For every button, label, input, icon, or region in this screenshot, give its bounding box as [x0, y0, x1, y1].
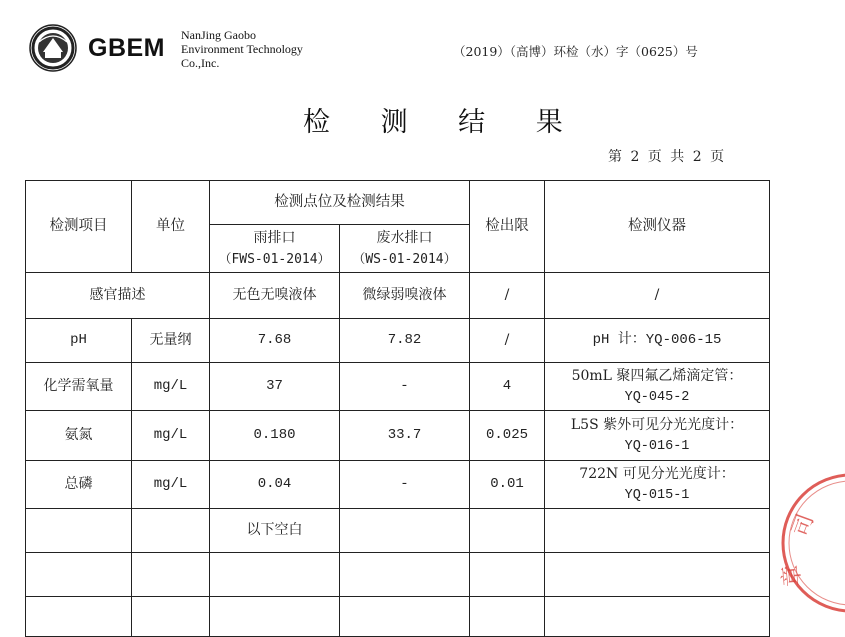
- company-logo-text: GBEM: [88, 34, 165, 62]
- cell-item: 化学需氧量: [26, 363, 132, 411]
- cell-unit: [132, 509, 210, 553]
- cell-point1: 0.180: [210, 411, 340, 461]
- company-logo-emblem-icon: [29, 24, 77, 72]
- cell-limit: [470, 509, 545, 553]
- cell-item: 感官描述: [26, 273, 210, 319]
- cell-unit: mg/L: [132, 411, 210, 461]
- cell-point2: [340, 553, 470, 597]
- cell-point2: -: [340, 363, 470, 411]
- cell-point1: 无色无嗅液体: [210, 273, 340, 319]
- table-row: [26, 411, 770, 461]
- cell-point2: [340, 597, 470, 637]
- cell-instrument: pH 计：YQ-006-15: [545, 319, 770, 363]
- cell-instrument-line: YQ-016-1: [624, 438, 690, 454]
- header-item: 检测项目: [26, 181, 132, 273]
- table-row: [26, 363, 770, 411]
- cell-item: [26, 553, 132, 597]
- header-limit: 检出限: [470, 181, 545, 273]
- cell-limit: 0.01: [470, 461, 545, 509]
- table-row: [26, 461, 770, 509]
- table-row: [26, 273, 770, 319]
- cell-point1: 以下空白: [210, 509, 340, 553]
- cell-point2: 微绿弱嗅液体: [340, 273, 470, 319]
- header-point1-code: （FWS-01-2014）: [218, 251, 331, 267]
- cell-point1: 0.04: [210, 461, 340, 509]
- cell-unit: [132, 553, 210, 597]
- cell-instrument: /: [545, 273, 770, 319]
- cell-instrument: [545, 363, 770, 411]
- cell-item: pH: [26, 319, 132, 363]
- company-seal-stamp: [776, 468, 845, 618]
- cell-unit: [132, 597, 210, 637]
- cell-point2: 33.7: [340, 411, 470, 461]
- cell-instrument: [545, 597, 770, 637]
- company-name-line: Environment Technology: [181, 42, 303, 56]
- cell-instrument: [545, 553, 770, 597]
- cell-point1: 37: [210, 363, 340, 411]
- header-point2-code: （WS-01-2014）: [352, 251, 457, 267]
- cell-unit: mg/L: [132, 363, 210, 411]
- cell-point2: [340, 509, 470, 553]
- header-unit: 单位: [132, 181, 210, 273]
- cell-point1: 7.68: [210, 319, 340, 363]
- cell-item: 氨氮: [26, 411, 132, 461]
- company-name-line: NanJing Gaobo: [181, 28, 256, 42]
- cell-limit: [470, 597, 545, 637]
- header-point2-name: 废水排口: [376, 229, 433, 246]
- table-row: [26, 319, 770, 363]
- cell-item: [26, 509, 132, 553]
- cell-point2: 7.82: [340, 319, 470, 363]
- cell-point1: [210, 553, 340, 597]
- company-name-line: Co.,Inc.: [181, 56, 220, 70]
- table-row: [26, 509, 770, 553]
- svg-text:章: 章: [779, 563, 806, 588]
- cell-unit: 无量纲: [132, 319, 210, 363]
- cell-item: 总磷: [26, 461, 132, 509]
- cell-point2: -: [340, 461, 470, 509]
- cell-instrument-line: 722N 可见分光光度计：: [579, 465, 735, 482]
- cell-limit: 4: [470, 363, 545, 411]
- page-number: 第 2 页 共 2 页: [608, 149, 727, 165]
- header-points-group: 检测点位及检测结果: [210, 181, 470, 225]
- cell-item: [26, 597, 132, 637]
- cell-limit: [470, 553, 545, 597]
- results-table: [25, 180, 770, 637]
- cell-limit: /: [470, 273, 545, 319]
- table-row: [26, 553, 770, 597]
- cell-instrument-line: YQ-015-1: [624, 487, 690, 503]
- company-name: [181, 28, 303, 70]
- cell-instrument-line: 50mL 聚四氟乙烯滴定管：: [571, 367, 743, 384]
- report-number: （2019）（高博）环检（水）字（0625）号: [453, 44, 698, 59]
- cell-instrument-line: YQ-045-2: [624, 389, 690, 405]
- header-point1-name: 雨排口: [253, 229, 296, 246]
- table-row: [26, 597, 770, 637]
- cell-instrument-line: L5S 紫外可见分光光度计：: [570, 416, 744, 433]
- cell-instrument: [545, 461, 770, 509]
- header-point1: [210, 225, 340, 273]
- cell-limit: /: [470, 319, 545, 363]
- cell-unit: mg/L: [132, 461, 210, 509]
- cell-instrument: [545, 509, 770, 553]
- cell-instrument: [545, 411, 770, 461]
- cell-limit: 0.025: [470, 411, 545, 461]
- page-title: 检 测 结 果: [303, 107, 584, 138]
- cell-point1: [210, 597, 340, 637]
- header-instrument: 检测仪器: [545, 181, 770, 273]
- svg-text:司: 司: [788, 510, 820, 541]
- header-point2: [340, 225, 470, 273]
